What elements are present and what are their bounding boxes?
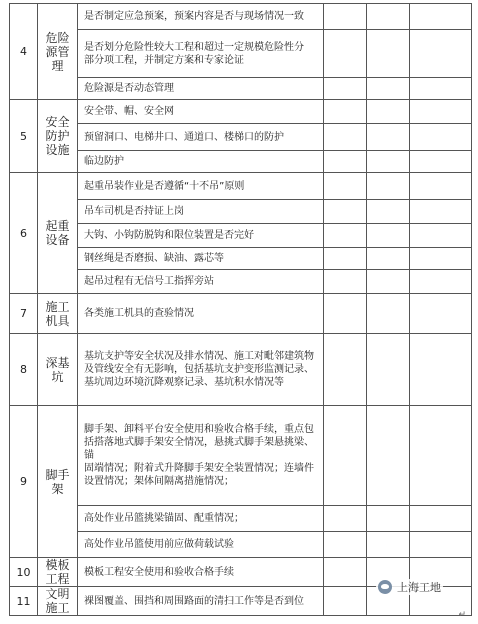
blank-cell — [324, 124, 367, 151]
blank-cell — [410, 532, 472, 558]
blank-cell — [410, 248, 472, 270]
blank-cell — [367, 224, 410, 248]
table-row — [10, 506, 472, 532]
table-row — [10, 334, 472, 406]
blank-cell — [324, 151, 367, 173]
inspection-item: 是否划分危险性较大工程和超过一定规模危险性分 部分项工程，并制定方案和专家论证 — [78, 30, 324, 78]
row-number: 10 — [10, 558, 38, 587]
inspection-item: 危险源是否动态管理 — [78, 78, 324, 100]
table-row — [10, 248, 472, 270]
inspection-item: 各类施工机具的查验情况 — [78, 294, 324, 334]
blank-cell — [367, 334, 410, 406]
blank-cell — [324, 100, 367, 124]
blank-cell — [410, 78, 472, 100]
blank-cell — [324, 334, 367, 406]
table-row — [10, 224, 472, 248]
blank-cell — [410, 30, 472, 78]
category-cell: 危险 源管 理 — [38, 4, 78, 100]
row-number: 5 — [10, 100, 38, 173]
blank-cell — [324, 173, 367, 200]
paragraph-return-mark: ↵ — [458, 610, 466, 620]
category-cell: 安全 防护 设施 — [38, 100, 78, 173]
category-cell: 模板 工程 — [38, 558, 78, 587]
blank-cell — [367, 200, 410, 224]
blank-cell — [367, 173, 410, 200]
inspection-item: 脚手架、卸料平台安全使用和验收合格手续，重点包 括搭落地式脚手架安全情况，悬挑式脚手架悬挑梁、锚 固端情况；附着式升降脚手架安全装置情况；连墙件 设置情况；架体间隔离措施情况； — [78, 406, 324, 506]
row-number: 11 — [10, 587, 38, 616]
blank-cell — [410, 124, 472, 151]
inspection-item: 起重吊装作业是否遵循“十不吊”原则 — [78, 173, 324, 200]
blank-cell — [367, 4, 410, 30]
blank-cell — [367, 78, 410, 100]
category-cell: 深基 坑 — [38, 334, 78, 406]
blank-cell — [367, 100, 410, 124]
blank-cell — [324, 224, 367, 248]
blank-cell — [367, 151, 410, 173]
table-row — [10, 173, 472, 200]
blank-cell — [410, 200, 472, 224]
blank-cell — [324, 4, 367, 30]
inspection-item: 基坑支护等安全状况及排水情况、施工对毗邻建筑物 及管线安全有无影响，包括基坑支护变形监测记录、 基坑周边环境沉降观察记录、基坑积水情况等 — [78, 334, 324, 406]
blank-cell — [410, 294, 472, 334]
table-row — [10, 270, 472, 294]
category-cell: 起重 设备 — [38, 173, 78, 294]
blank-cell — [367, 506, 410, 532]
blank-cell — [324, 406, 367, 506]
inspection-table-page — [9, 3, 471, 615]
inspection-item: 高处作业吊篮挑梁锚固、配重情况； — [78, 506, 324, 532]
blank-cell — [324, 506, 367, 532]
table-row — [10, 532, 472, 558]
row-number: 4 — [10, 4, 38, 100]
blank-cell — [324, 248, 367, 270]
inspection-item: 大钩、小钩防脱钩和限位装置是否完好 — [78, 224, 324, 248]
inspection-item: 安全带、帽、安全网 — [78, 100, 324, 124]
table-row — [10, 124, 472, 151]
table-row — [10, 100, 472, 124]
blank-cell — [410, 406, 472, 506]
blank-cell — [410, 151, 472, 173]
blank-cell — [367, 532, 410, 558]
blank-cell — [367, 406, 410, 506]
table-row — [10, 30, 472, 78]
blank-cell — [410, 334, 472, 406]
inspection-item: 高处作业吊篮使用前应做荷载试验 — [78, 532, 324, 558]
blank-cell — [367, 124, 410, 151]
blank-cell — [324, 78, 367, 100]
blank-cell — [324, 587, 367, 616]
inspection-item: 钢丝绳是否磨损、缺油、露芯等 — [78, 248, 324, 270]
blank-cell — [367, 294, 410, 334]
category-cell: 施工 机具 — [38, 294, 78, 334]
table-row — [10, 151, 472, 173]
inspection-item: 预留洞口、电梯井口、通道口、楼梯口的防护 — [78, 124, 324, 151]
blank-cell — [367, 270, 410, 294]
inspection-item: 起吊过程有无信号工指挥旁站 — [78, 270, 324, 294]
safety-inspection-table — [9, 3, 472, 616]
inspection-item: 是否制定应急预案，预案内容是否与现场情况一致 — [78, 4, 324, 30]
blank-cell — [410, 224, 472, 248]
row-number: 6 — [10, 173, 38, 294]
blank-cell — [324, 532, 367, 558]
table-row — [10, 294, 472, 334]
inspection-item: 裸图覆盖、围挡和周围路面的清扫工作等是否到位 — [78, 587, 324, 616]
row-number: 8 — [10, 334, 38, 406]
table-row — [10, 200, 472, 224]
blank-cell — [410, 506, 472, 532]
blank-cell — [410, 100, 472, 124]
inspection-item: 吊车司机是否持证上岗 — [78, 200, 324, 224]
blank-cell — [324, 200, 367, 224]
table-row — [10, 4, 472, 30]
watermark — [376, 579, 443, 595]
blank-cell — [324, 558, 367, 587]
row-number: 9 — [10, 406, 38, 558]
blank-cell — [410, 4, 472, 30]
inspection-item: 模板工程安全使用和验收合格手续 — [78, 558, 324, 587]
blank-cell — [410, 270, 472, 294]
blank-cell — [324, 270, 367, 294]
inspection-item: 临边防护 — [78, 151, 324, 173]
table-row — [10, 78, 472, 100]
wechat-account-icon — [378, 580, 392, 594]
blank-cell — [324, 294, 367, 334]
category-cell: 脚手 架 — [38, 406, 78, 558]
category-cell: 文明 施工 — [38, 587, 78, 616]
blank-cell — [324, 30, 367, 78]
blank-cell — [410, 173, 472, 200]
row-number: 7 — [10, 294, 38, 334]
blank-cell — [367, 30, 410, 78]
table-row — [10, 406, 472, 506]
blank-cell — [367, 248, 410, 270]
watermark-text: 上海工地 — [397, 581, 441, 594]
